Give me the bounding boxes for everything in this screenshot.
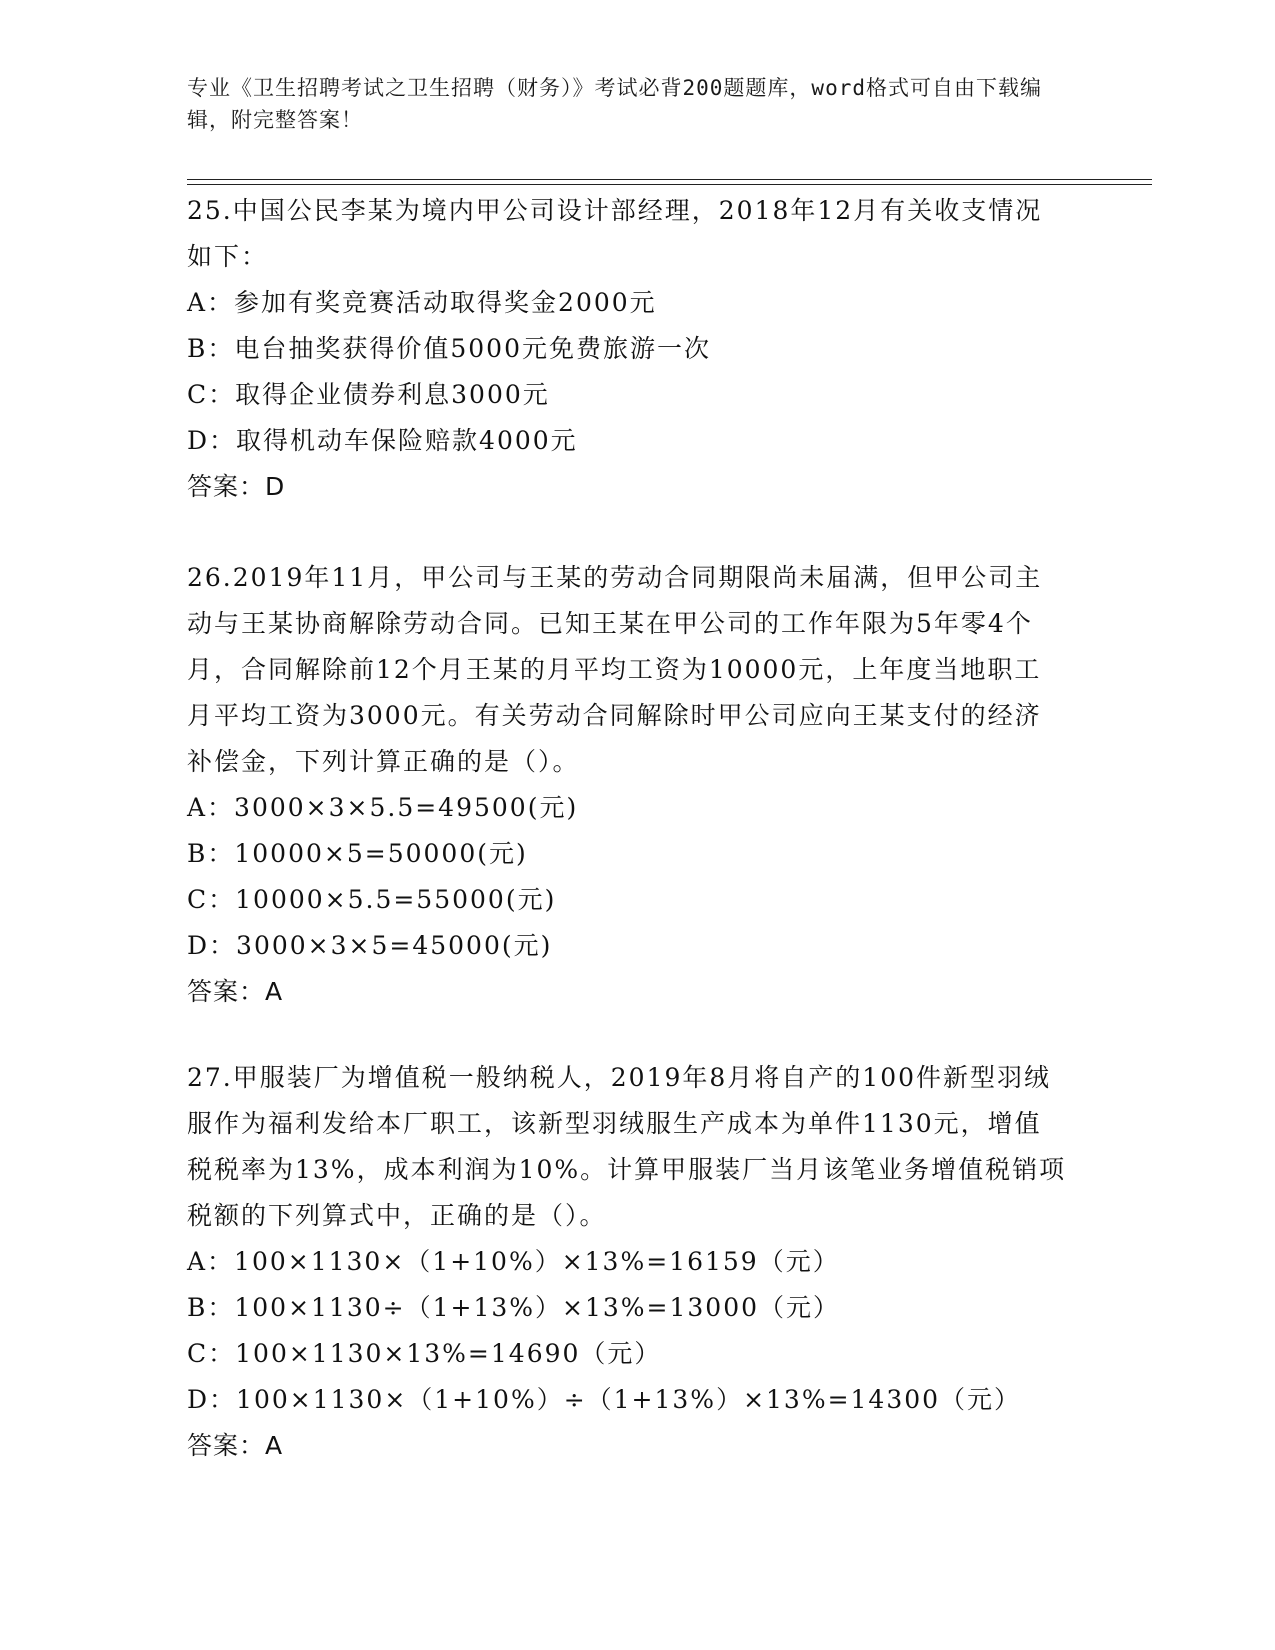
document-header: 专业《卫生招聘考试之卫生招聘（财务）》考试必背200题题库，word格式可自由下载编辑，附完整答案！: [187, 76, 1042, 132]
answer-line: 答案：A: [187, 977, 284, 1006]
question-26: [187, 555, 1067, 1015]
option-d: D：3000×3×5=45000(元): [187, 931, 553, 960]
option-d: D：100×1130×（1+10%）÷（1+13%）×13%=14300（元）: [187, 1385, 1022, 1414]
header-divider-bottom: [187, 184, 1152, 185]
option-a: A：参加有奖竞赛活动取得奖金2000元: [187, 288, 657, 317]
option-d: D：取得机动车保险赔款4000元: [187, 426, 578, 455]
question-stem: 27.甲服装厂为增值税一般纳税人，2019年8月将自产的100件新型羽绒服作为福利发给本厂职工，该新型羽绒服生产成本为单件1130元，增值税税率为13%，成本利润为10%。计算甲服装厂当月该笔业务增值税销项税额的下列算式中，正确的是（）。: [187, 1063, 1067, 1230]
option-b: B：电台抽奖获得价值5000元免费旅游一次: [187, 334, 711, 363]
document-page: [187, 0, 1152, 1650]
option-c: C：取得企业债券利息3000元: [187, 380, 550, 409]
option-b: B：10000×5=50000(元): [187, 839, 528, 868]
question-25: [187, 188, 1067, 510]
option-c: C：10000×5.5=55000(元): [187, 885, 557, 914]
question-stem: 26.2019年11月，甲公司与王某的劳动合同期限尚未届满，但甲公司主动与王某协商解除劳动合同。已知王某在甲公司的工作年限为5年零4个月，合同解除前12个月王某的月平均工资为10000元，上年度当地职工月平均工资为3000元。有关劳动合同解除时甲公司应向王某支付的经济补偿金，下列计算正确的是（）。: [187, 563, 1043, 776]
question-stem: 25.中国公民李某为境内甲公司设计部经理，2018年12月有关收支情况如下：: [187, 196, 1043, 271]
answer-line: 答案：D: [187, 472, 286, 501]
option-a: A：100×1130×（1+10%）×13%=16159（元）: [187, 1247, 840, 1276]
option-b: B：100×1130÷（1+13%）×13%=13000（元）: [187, 1293, 841, 1322]
option-a: A：3000×3×5.5=49500(元): [187, 793, 579, 822]
answer-line: 答案：A: [187, 1431, 284, 1460]
option-c: C：100×1130×13%=14690（元）: [187, 1339, 662, 1368]
header-divider-top: [187, 179, 1152, 180]
question-27: [187, 1055, 1067, 1469]
